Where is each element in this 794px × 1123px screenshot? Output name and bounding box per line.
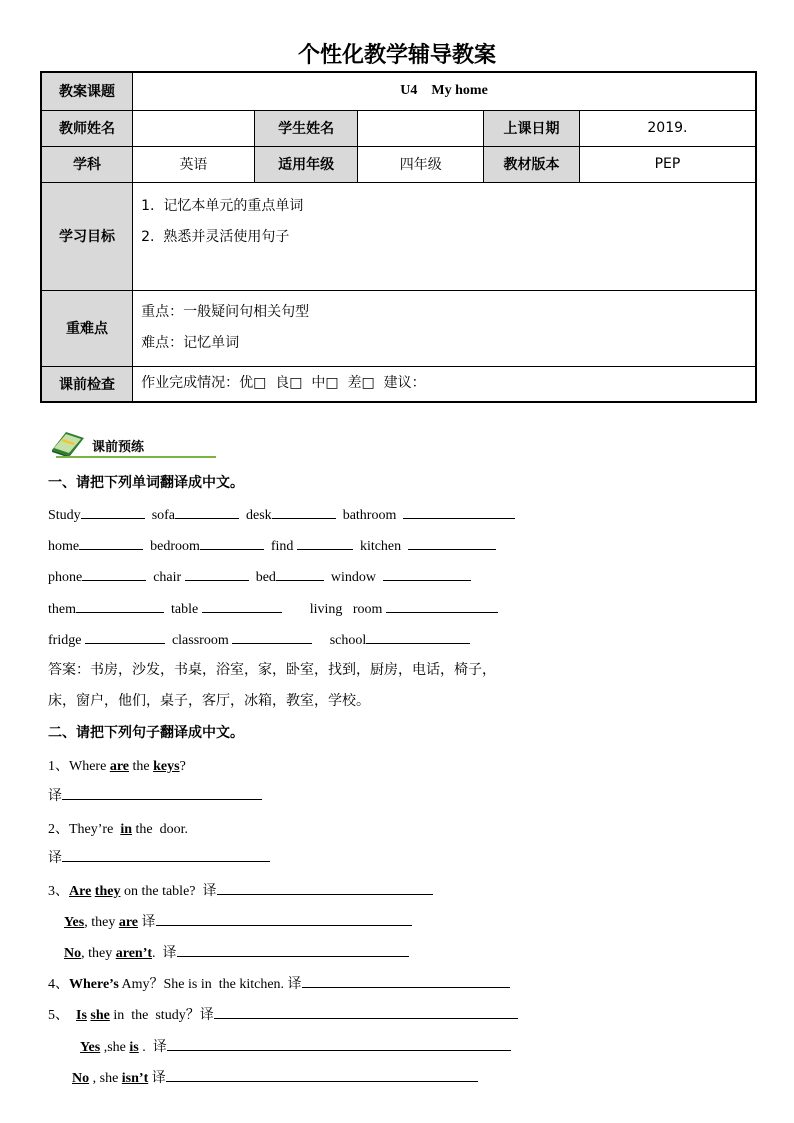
text: Yes bbox=[80, 1040, 101, 1055]
answer-line: 答案：书房，沙发，书桌，浴室，家，卧室，找到，厨房，电话，椅子， bbox=[48, 662, 496, 678]
text: No bbox=[64, 946, 82, 961]
word: kitchen bbox=[359, 539, 402, 554]
sentence-5-no bbox=[72, 1067, 478, 1087]
word: sofa bbox=[151, 508, 176, 523]
word-row bbox=[48, 505, 515, 524]
word: bedroom bbox=[150, 539, 200, 554]
text: , she bbox=[89, 1071, 122, 1086]
key-label: 重难点 bbox=[41, 290, 133, 366]
word: them bbox=[48, 602, 76, 617]
text: Amy？She is in the kitchen. 译 bbox=[118, 977, 302, 992]
goal-item: 2. 熟悉并灵活使用句子 bbox=[141, 228, 290, 245]
word: bed bbox=[255, 570, 276, 585]
goal-label: 学习目标 bbox=[41, 182, 133, 290]
word: classroom bbox=[171, 633, 229, 648]
text: 1、Where bbox=[48, 759, 110, 774]
edition-label: 教材版本 bbox=[484, 146, 580, 182]
topic-value: U4 My home bbox=[133, 72, 756, 110]
text: , they bbox=[81, 946, 116, 961]
text: 译 bbox=[148, 1071, 166, 1086]
text: on the table? 译 bbox=[120, 884, 217, 899]
text: Where’s bbox=[69, 977, 119, 992]
text: is bbox=[129, 1040, 139, 1055]
word-row bbox=[48, 567, 471, 586]
text: ? bbox=[179, 759, 186, 774]
check-value: 作业完成情况：优□ 良□ 中□ 差□ 建议： bbox=[133, 366, 756, 402]
text: Are bbox=[69, 884, 92, 899]
word: phone bbox=[48, 570, 83, 585]
text: they bbox=[94, 884, 121, 899]
sentence-3-no bbox=[64, 942, 409, 962]
text: the bbox=[129, 759, 154, 774]
text: she bbox=[90, 1008, 110, 1023]
text: , they bbox=[84, 915, 119, 930]
text: 3、 bbox=[48, 884, 69, 899]
section-banner-label: 课前预练 bbox=[92, 440, 145, 455]
text: 5、 bbox=[48, 1008, 76, 1023]
word: living room bbox=[309, 602, 383, 617]
part1-heading: 一、请把下列单词翻译成中文。 bbox=[48, 475, 244, 491]
book-icon bbox=[48, 428, 88, 458]
grade-value: 四年级 bbox=[358, 146, 484, 182]
sentence-3-yes bbox=[64, 911, 412, 931]
page-title: 个性化教学辅导教案 bbox=[297, 43, 496, 68]
word: chair bbox=[153, 570, 182, 585]
goal-content bbox=[133, 182, 756, 290]
date-value: 2019. bbox=[579, 110, 756, 146]
sentence-3 bbox=[48, 880, 433, 900]
word: bathroom bbox=[342, 508, 397, 523]
grade-label: 适用年级 bbox=[254, 146, 358, 182]
date-label: 上课日期 bbox=[484, 110, 580, 146]
translation-line bbox=[48, 847, 270, 867]
topic-label: 教案课题 bbox=[41, 72, 133, 110]
subject-value: 英语 bbox=[133, 146, 255, 182]
text: aren’t bbox=[115, 946, 153, 961]
translation-line bbox=[48, 785, 262, 805]
sentence-5 bbox=[48, 1004, 518, 1024]
text: isn’t bbox=[121, 1071, 149, 1086]
text: 2、They’re bbox=[48, 822, 121, 837]
check-label: 课前检查 bbox=[41, 366, 133, 402]
word: window bbox=[330, 570, 377, 585]
sentence-1 bbox=[48, 755, 186, 775]
text: 译 bbox=[48, 788, 62, 804]
text: . 译 bbox=[138, 1040, 167, 1055]
text: keys bbox=[153, 759, 180, 774]
sentence-4 bbox=[48, 973, 510, 993]
text: the door. bbox=[132, 822, 188, 837]
subject-label: 学科 bbox=[41, 146, 133, 182]
lesson-info-table bbox=[40, 71, 757, 403]
word: Study bbox=[48, 508, 81, 523]
word-row bbox=[48, 630, 470, 649]
word: school bbox=[329, 633, 367, 648]
word: find bbox=[270, 539, 294, 554]
word: fridge bbox=[48, 633, 82, 648]
word: desk bbox=[246, 508, 272, 523]
section-banner bbox=[48, 428, 178, 458]
word-row bbox=[48, 536, 496, 555]
text: No bbox=[72, 1071, 90, 1086]
word: table bbox=[171, 602, 199, 617]
difficult-point: 难点：记忆单词 bbox=[141, 335, 240, 351]
goal-item: 1. 记忆本单元的重点单词 bbox=[141, 197, 304, 214]
student-value[interactable] bbox=[358, 110, 484, 146]
text: 译 bbox=[48, 850, 62, 866]
key-content bbox=[133, 290, 756, 366]
text: Yes bbox=[64, 915, 85, 930]
sentence-5-yes bbox=[80, 1036, 511, 1056]
student-label: 学生姓名 bbox=[254, 110, 358, 146]
text: are bbox=[118, 915, 139, 930]
text: are bbox=[109, 759, 129, 774]
edition-value: PEP bbox=[579, 146, 756, 182]
sentence-2 bbox=[48, 818, 188, 838]
teacher-value[interactable] bbox=[133, 110, 255, 146]
text: in bbox=[120, 822, 132, 837]
word-row bbox=[48, 599, 498, 618]
text: . 译 bbox=[152, 946, 177, 961]
text: ,she bbox=[100, 1040, 130, 1055]
text: in the study？译 bbox=[109, 1008, 214, 1023]
text: 4、 bbox=[48, 977, 69, 992]
teacher-label: 教师姓名 bbox=[41, 110, 133, 146]
text: 译 bbox=[138, 915, 156, 930]
word: home bbox=[48, 539, 80, 554]
text: Is bbox=[76, 1008, 87, 1023]
key-point: 重点：一般疑问句相关句型 bbox=[141, 304, 310, 320]
answer-line: 床，窗户，他们，桌子，客厅，冰箱，教室，学校。 bbox=[48, 693, 370, 709]
part2-heading: 二、请把下列句子翻译成中文。 bbox=[48, 725, 244, 741]
